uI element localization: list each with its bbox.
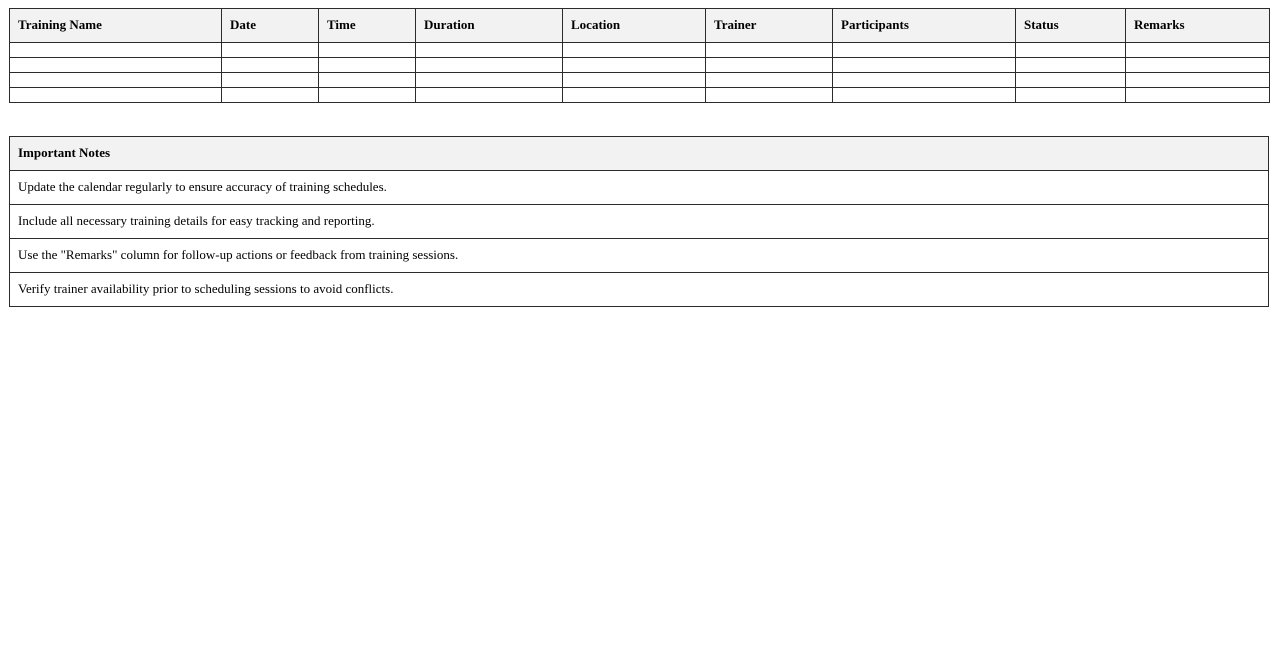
cell-date[interactable] <box>222 72 319 87</box>
cell-remarks[interactable] <box>1126 87 1270 102</box>
cell-trainer[interactable] <box>706 72 833 87</box>
cell-location[interactable] <box>563 87 706 102</box>
cell-training-name[interactable] <box>10 87 222 102</box>
table-row[interactable] <box>10 72 1270 87</box>
cell-participants[interactable] <box>833 57 1016 72</box>
cell-location[interactable] <box>563 72 706 87</box>
column-header-participants: Participants <box>833 9 1016 43</box>
schedule-header-row <box>10 9 1270 43</box>
note-text: Verify trainer availability prior to scheduling sessions to avoid conflicts. <box>10 272 1269 306</box>
column-header-time: Time <box>319 9 416 43</box>
cell-date[interactable] <box>222 87 319 102</box>
note-text: Use the "Remarks" column for follow-up actions or feedback from training sessions. <box>10 238 1269 272</box>
cell-date[interactable] <box>222 57 319 72</box>
table-row[interactable] <box>10 57 1270 72</box>
list-item <box>10 238 1269 272</box>
column-header-remarks: Remarks <box>1126 9 1270 43</box>
cell-location[interactable] <box>563 42 706 57</box>
list-item <box>10 204 1269 238</box>
training-schedule-table <box>9 8 1270 103</box>
important-notes-table <box>9 136 1269 307</box>
cell-status[interactable] <box>1016 72 1126 87</box>
document-page <box>0 0 1278 307</box>
notes-header-row <box>10 136 1269 170</box>
note-text: Include all necessary training details for easy tracking and reporting. <box>10 204 1269 238</box>
list-item <box>10 272 1269 306</box>
cell-participants[interactable] <box>833 72 1016 87</box>
note-text: Update the calendar regularly to ensure accuracy of training schedules. <box>10 170 1269 204</box>
cell-participants[interactable] <box>833 87 1016 102</box>
column-header-date: Date <box>222 9 319 43</box>
cell-trainer[interactable] <box>706 42 833 57</box>
cell-remarks[interactable] <box>1126 72 1270 87</box>
cell-time[interactable] <box>319 87 416 102</box>
cell-training-name[interactable] <box>10 42 222 57</box>
cell-duration[interactable] <box>416 72 563 87</box>
column-header-training-name: Training Name <box>10 9 222 43</box>
schedule-table-body <box>10 42 1270 102</box>
cell-remarks[interactable] <box>1126 42 1270 57</box>
cell-status[interactable] <box>1016 57 1126 72</box>
column-header-duration: Duration <box>416 9 563 43</box>
cell-time[interactable] <box>319 42 416 57</box>
cell-duration[interactable] <box>416 87 563 102</box>
cell-date[interactable] <box>222 42 319 57</box>
cell-status[interactable] <box>1016 42 1126 57</box>
list-item <box>10 170 1269 204</box>
cell-time[interactable] <box>319 57 416 72</box>
cell-time[interactable] <box>319 72 416 87</box>
cell-location[interactable] <box>563 57 706 72</box>
schedule-table-head <box>10 9 1270 43</box>
cell-training-name[interactable] <box>10 72 222 87</box>
cell-training-name[interactable] <box>10 57 222 72</box>
notes-table-head <box>10 136 1269 170</box>
section-spacer <box>9 103 1269 136</box>
cell-trainer[interactable] <box>706 57 833 72</box>
table-row[interactable] <box>10 42 1270 57</box>
column-header-status: Status <box>1016 9 1126 43</box>
cell-trainer[interactable] <box>706 87 833 102</box>
table-row[interactable] <box>10 87 1270 102</box>
cell-remarks[interactable] <box>1126 57 1270 72</box>
cell-participants[interactable] <box>833 42 1016 57</box>
cell-duration[interactable] <box>416 57 563 72</box>
notes-table-body <box>10 170 1269 306</box>
cell-status[interactable] <box>1016 87 1126 102</box>
column-header-trainer: Trainer <box>706 9 833 43</box>
cell-duration[interactable] <box>416 42 563 57</box>
notes-section-title: Important Notes <box>10 136 1269 170</box>
column-header-location: Location <box>563 9 706 43</box>
